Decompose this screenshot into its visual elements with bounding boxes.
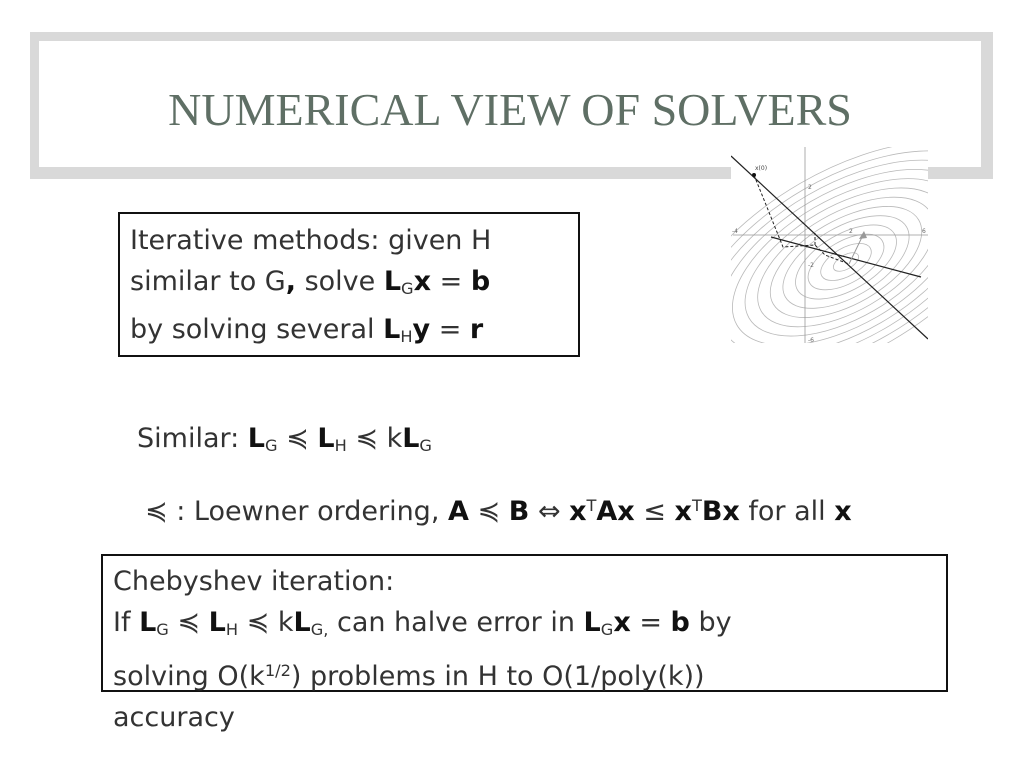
loewner-x3: x — [834, 495, 852, 527]
box2-line3 — [113, 650, 732, 697]
similar-sub-g2: G — [419, 436, 432, 456]
box1-sub-h: H — [400, 327, 413, 347]
box2-L-g: L — [139, 607, 157, 638]
box1-line2 — [130, 261, 491, 309]
similar-prec-1: ≼ — [277, 423, 318, 454]
tick-x-neg4: -4 — [732, 228, 738, 235]
box1-line1: Iterative methods: given H — [130, 225, 492, 256]
loewner-for-all: for all — [739, 495, 835, 527]
chebyshev-text — [113, 561, 732, 738]
box2-prec-1: ≼ — [168, 607, 209, 638]
box2-by: by — [689, 607, 732, 638]
box2-equals: = — [630, 607, 671, 638]
tick-y-neg6: -6 — [808, 337, 814, 343]
box2-x: x — [613, 607, 631, 638]
tick-x-6: 6 — [922, 228, 926, 235]
iterative-methods-text — [130, 220, 491, 357]
loewner-Bx: Bx — [701, 495, 740, 527]
box2-L-g2: L — [293, 607, 311, 638]
start-point — [752, 173, 756, 177]
contour-plot — [731, 147, 928, 343]
similar-L-g2: L — [402, 423, 420, 454]
box2-k: k — [277, 607, 294, 638]
box2-if: If — [113, 607, 140, 638]
box2-L-g3: L — [583, 607, 601, 638]
box2-sub-g3: G — [600, 620, 614, 640]
box1-b: b — [470, 266, 491, 297]
contour-figure — [731, 147, 928, 343]
similar-L-h: L — [317, 423, 335, 454]
similar-sub-h: H — [334, 436, 347, 456]
box1-line3 — [130, 309, 491, 357]
loewner-x2: x — [674, 495, 692, 527]
similar-prec-2: ≼ — [346, 423, 387, 454]
box2-prec-2: ≼ — [238, 607, 278, 638]
box1-by-solving: by solving several — [130, 314, 384, 346]
start-point-label: x(0) — [755, 165, 768, 172]
box2-line2 — [113, 602, 732, 650]
box2-sub-h: H — [225, 620, 239, 640]
box2-problems: ) problems in H to O(1/poly(k)) — [290, 660, 705, 692]
loewner-iff: ⇔ — [529, 495, 570, 527]
slide-title: NUMERICAL VIEW OF SOLVERS — [168, 84, 852, 135]
loewner-B: B — [508, 495, 530, 527]
box1-sub-g: G — [401, 279, 414, 299]
loewner-prec: ≼ — [468, 495, 509, 527]
box1-comma: , — [285, 266, 296, 297]
box2-sub-g: G — [156, 620, 169, 640]
loewner-prefix: ≼ : Loewner ordering, — [145, 495, 448, 527]
similar-L-g: L — [247, 423, 266, 454]
box1-equals: = — [431, 266, 471, 297]
loewner-x1: x — [569, 495, 587, 527]
box1-L-h: L — [383, 314, 401, 346]
box1-equals-2: = — [430, 314, 470, 346]
box2-line4: accuracy — [113, 701, 235, 733]
tick-x-2: 2 — [849, 228, 853, 235]
loewner-leq: ≤ — [634, 495, 675, 527]
similar-k: k — [386, 423, 403, 454]
box2-b: b — [670, 607, 690, 638]
contour-lines — [731, 147, 928, 343]
tick-y-neg2: -2 — [808, 262, 814, 269]
loewner-A: A — [448, 495, 469, 527]
loewner-sup-t1: T — [586, 496, 597, 515]
box1-y: y — [412, 314, 431, 346]
box2-halve: can halve error in — [328, 607, 584, 638]
box1-x: x — [413, 266, 432, 297]
box1-L: L — [383, 266, 402, 297]
box2-solving: solving O(k — [113, 660, 265, 692]
box1-solve: solve — [295, 266, 384, 297]
box2-line1: Chebyshev iteration: — [113, 566, 395, 597]
similar-sub-g: G — [265, 436, 278, 456]
iteration-path — [754, 175, 849, 264]
box2-L-h: L — [208, 607, 226, 638]
box2-sub-g-comma: G, — [310, 620, 329, 640]
box2-sup-half: 1/2 — [264, 661, 291, 681]
secondary-line — [771, 237, 921, 277]
box1-similar-to-g: similar to G — [130, 266, 286, 297]
loewner-sup-t2: T — [691, 496, 702, 515]
loewner-Ax: Ax — [596, 495, 635, 527]
loewner-definition — [145, 485, 852, 532]
similar-definition — [137, 418, 432, 466]
tick-y-2: 2 — [808, 184, 812, 191]
similar-label: Similar: — [137, 423, 248, 454]
box1-r: r — [469, 314, 484, 346]
